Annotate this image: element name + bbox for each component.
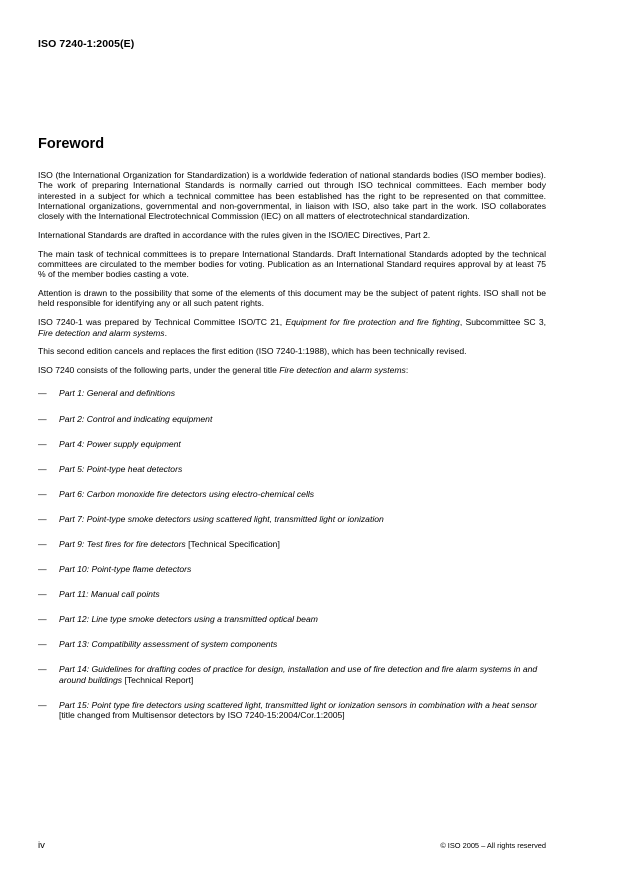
committee-title: Equipment for fire protection and fire fighting	[285, 317, 460, 328]
dash-bullet: —	[38, 438, 47, 449]
dash-bullet: —	[38, 589, 47, 600]
dash-bullet: —	[38, 664, 47, 675]
dash-bullet: —	[38, 539, 47, 550]
part-title: Part 12: Line type smoke detectors using a transmitted optical beam	[59, 614, 318, 625]
dash-bullet: —	[38, 639, 47, 650]
list-item	[38, 539, 546, 549]
part-title: Part 15: Point type fire detectors using scattered light, transmitted light or ionization sensors in combination with a heat sensor	[59, 699, 538, 710]
paragraph-parts-intro	[38, 365, 546, 375]
dash-bullet: —	[38, 488, 47, 499]
dash-bullet: —	[38, 513, 47, 524]
paragraph-edition: This second edition cancels and replaces the first edition (ISO 7240-1:1988), which has been technically revised.	[38, 346, 467, 357]
part-title: Part 10: Point-type flame detectors	[59, 564, 192, 575]
general-title: Fire detection and alarm systems	[279, 365, 406, 376]
part-note: [title changed from Multisensor detectors by ISO 7240-15:2004/Cor.1:2005]	[59, 710, 345, 721]
part-title: Part 14: Guidelines for drafting codes of practice for design, installation and use of fire detection and fire alarm systems in and around buildings	[59, 664, 538, 685]
list-item	[38, 439, 546, 449]
part-title: Part 4: Power supply equipment	[59, 438, 181, 449]
foreword-body	[38, 170, 546, 735]
list-item	[38, 414, 546, 424]
list-item	[38, 388, 546, 398]
list-item	[38, 489, 546, 499]
paragraph-drafting-rules: International Standards are drafted in accordance with the rules given in the ISO/IEC Directives, Part 2.	[38, 229, 431, 240]
prepared-by-text: ISO 7240-1 was prepared by Technical Committee ISO/TC 21,	[38, 317, 286, 328]
list-item	[38, 614, 546, 624]
list-item	[38, 464, 546, 474]
subcommittee-text: , Subcommittee SC 3,	[459, 317, 547, 328]
list-item	[38, 564, 546, 574]
paragraph-prepared-by	[38, 317, 546, 338]
page-title: Foreword	[38, 136, 105, 152]
parts-list	[38, 388, 546, 720]
part-title: Part 5: Point-type heat detectors	[59, 463, 183, 474]
list-item	[38, 639, 546, 649]
subcommittee-title: Fire detection and alarm systems	[38, 327, 165, 338]
page-number: iv	[38, 840, 45, 851]
part-title: Part 2: Control and indicating equipment	[59, 413, 213, 424]
dash-bullet: —	[38, 463, 47, 474]
dash-bullet: —	[38, 564, 47, 575]
dash-bullet: —	[38, 413, 47, 424]
paragraph-committees-task: The main task of technical committees is to prepare International Standards. Draft International Standards adopted by the technical committees are circulated to the member bodies for voting. Publication as an International Standard requires approval by at least 75 % of the member bodies casting a vote.	[38, 248, 546, 280]
part-title: Part 6: Carbon monoxide fire detectors using electro-chemical cells	[59, 488, 315, 499]
dash-bullet: —	[38, 614, 47, 625]
list-item	[38, 664, 546, 685]
dash-bullet: —	[38, 388, 47, 399]
list-item	[38, 589, 546, 599]
part-title: Part 11: Manual call points	[59, 589, 160, 600]
part-title: Part 13: Compatibility assessment of system components	[59, 639, 278, 650]
part-title: Part 7: Point-type smoke detectors using scattered light, transmitted light or ionization	[59, 513, 384, 524]
paragraph-iso-intro: ISO (the International Organization for Standardization) is a worldwide federation of national standards bodies (ISO member bodies). The work of preparing International Standards is normally carried out through ISO technical committees. Each member body interested in a subject for which a technical committee has been established has the right to be represented on that committee. International organizations, governmental and non-governmental, in liaison with ISO, also take part in the work. ISO collaborates closely with the International Electrotechnical Commission (IEC) on all matters of electrotechnical standardization.	[38, 170, 546, 222]
list-item	[38, 700, 546, 721]
part-note: [Technical Specification]	[185, 539, 280, 550]
list-item	[38, 514, 546, 524]
dash-bullet: —	[38, 699, 47, 710]
parts-intro-end: :	[405, 365, 409, 376]
document-id: ISO 7240-1:2005(E)	[38, 38, 135, 50]
prepared-by-end: .	[164, 327, 167, 338]
part-title: Part 9: Test fires for fire detectors	[59, 539, 186, 550]
part-title: Part 1: General and definitions	[59, 388, 176, 399]
paragraph-patent-rights: Attention is drawn to the possibility that some of the elements of this document may be the subject of patent rights. ISO shall not be held responsible for identifying any or all such patent rights.	[38, 288, 546, 309]
parts-intro-text: ISO 7240 consists of the following parts, under the general title	[38, 365, 280, 376]
copyright-notice: © ISO 2005 – All rights reserved	[440, 841, 546, 850]
part-note: [Technical Report]	[122, 674, 194, 685]
